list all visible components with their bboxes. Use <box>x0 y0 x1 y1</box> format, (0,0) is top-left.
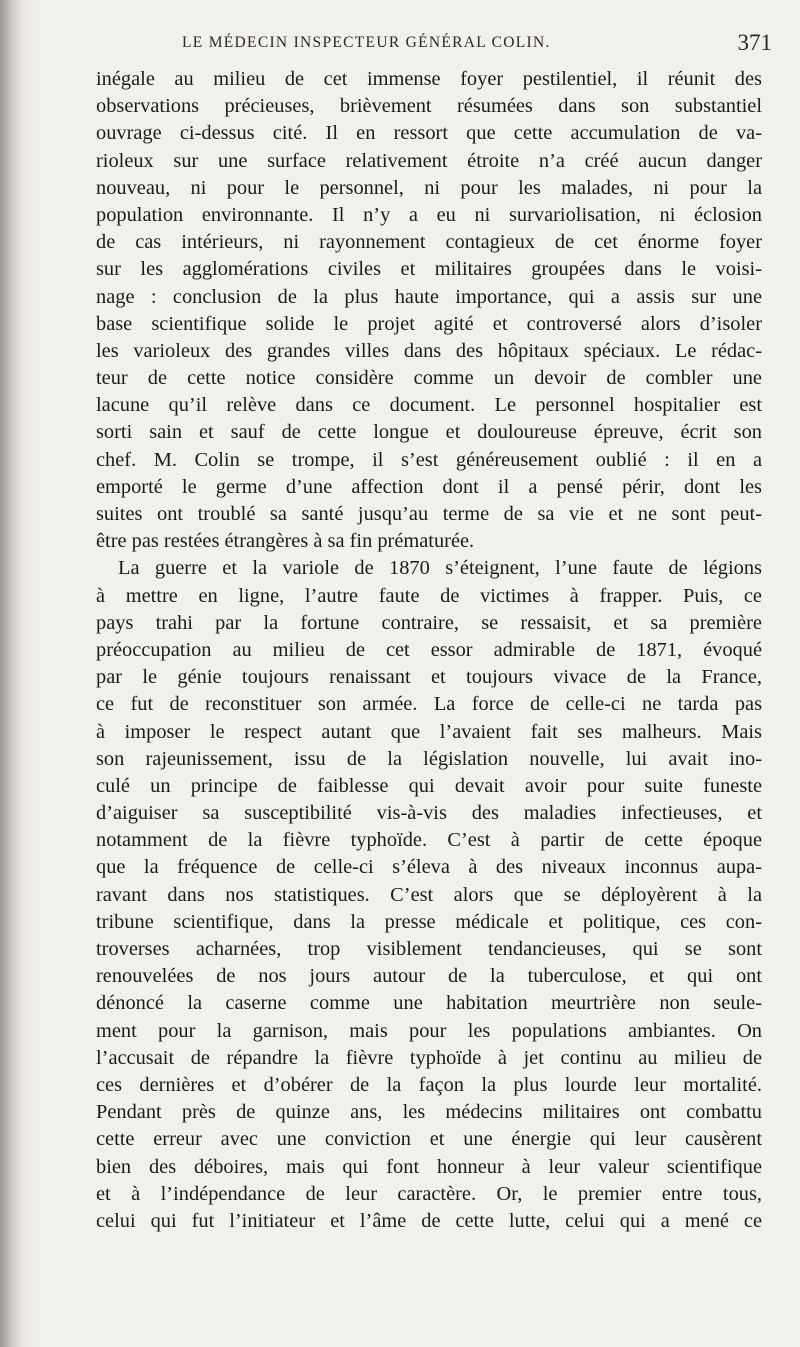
running-title: LE MÉDECIN INSPECTEUR GÉNÉRAL COLIN. <box>182 34 551 51</box>
text-line: observations précieuses, brièvement résumées dans son substantiel <box>96 95 762 118</box>
text-line: tribune scientifique, dans la presse médicale et politique, ces con- <box>96 910 762 933</box>
text-line: sorti sain et sauf de cette longue et douloureuse épreuve, écrit son <box>96 421 762 444</box>
text-line: nouveau, ni pour le personnel, ni pour les malades, ni pour la <box>96 176 762 199</box>
page-header <box>182 30 782 60</box>
text-line: ravant dans nos statistiques. C’est alors que se déployèrent à la <box>96 883 762 906</box>
page-number: 371 <box>737 30 772 55</box>
text-line: renouvelées de nos jours autour de la tuberculose, et qui ont <box>96 965 762 988</box>
text-line: rioleux sur une surface relativement étroite n’a créé aucun danger <box>96 149 762 172</box>
text-line: nage : conclusion de la plus haute importance, qui a assis sur une <box>96 285 762 308</box>
text-line: culé un principe de faiblesse qui devait avoir pour suite funeste <box>96 774 762 797</box>
text-line: que la fréquence de celle-ci s’éleva à des niveaux inconnus aupa- <box>96 856 762 879</box>
text-line: emporté le germe d’une affection dont il a pensé périr, dont les <box>96 475 762 498</box>
text-line: population environnante. Il n’y a eu ni survariolisation, ni éclosion <box>96 203 762 226</box>
text-line: dénoncé la caserne comme une habitation meurtrière non seule- <box>96 992 762 1015</box>
text-line: préoccupation au milieu de cet essor admirable de 1871, évoqué <box>96 638 762 661</box>
body-text <box>96 66 762 1235</box>
text-line: à imposer le respect autant que l’avaient fait ses malheurs. Mais <box>96 720 762 743</box>
text-line: cette erreur avec une conviction et une énergie qui leur causèrent <box>96 1128 762 1151</box>
text-line: ce fut de reconstituer son armée. La force de celle-ci ne tarda pas <box>96 693 762 716</box>
paragraph <box>96 66 762 555</box>
text-line: et à l’indépendance de leur caractère. Or, le premier entre tous, <box>96 1182 762 1205</box>
text-line: Pendant près de quinze ans, les médecins militaires ont combattu <box>96 1101 762 1124</box>
text-line: suites ont troublé sa santé jusqu’au terme de sa vie et ne sont peut- <box>96 503 762 525</box>
page-binding-shadow <box>0 0 22 1347</box>
text-line: chef. M. Colin se trompe, il s’est généreusement oublié : il en a <box>96 448 762 471</box>
text-line: l’accusait de répandre la fièvre typhoïde à jet continu au milieu de <box>96 1046 762 1069</box>
text-line: d’aiguiser sa susceptibilité vis-à-vis des maladies infectieuses, et <box>96 802 762 825</box>
text-line: sur les agglomérations civiles et militaires groupées dans le voisi- <box>96 258 762 281</box>
text-line: lacune qu’il relève dans ce document. Le personnel hospitalier est <box>96 394 762 417</box>
text-line: troverses acharnées, trop visiblement tendancieuses, qui se sont <box>96 938 762 960</box>
text-line: pays trahi par la fortune contraire, se ressaisit, et sa première <box>96 611 762 634</box>
text-line: par le génie toujours renaissant et toujours vivace de la France, <box>96 666 762 689</box>
text-line: de cas intérieurs, ni rayonnement contagieux de cet énorme foyer <box>96 231 762 254</box>
text-line: La guerre et la variole de 1870 s’éteignent, l’une faute de légions <box>118 557 762 580</box>
text-line: bien des déboires, mais qui font honneur à leur valeur scientifique <box>96 1155 762 1178</box>
text-line: ouvrage ci-dessus cité. Il en ressort que cette accumulation de va- <box>96 122 762 145</box>
text-line: inégale au milieu de cet immense foyer pestilentiel, il réunit des <box>96 68 762 90</box>
text-line: celui qui fut l’initiateur et l’âme de cette lutte, celui qui a mené ce <box>96 1209 762 1232</box>
text-line: notamment de la fièvre typhoïde. C’est à partir de cette époque <box>96 829 762 852</box>
text-line: ces dernières et d’obérer de la façon la plus lourde leur mortalité. <box>96 1073 762 1096</box>
text-line: ment pour la garnison, mais pour les populations ambiantes. On <box>96 1019 762 1042</box>
paragraph <box>96 555 762 1235</box>
text-line: être pas restées étrangères à sa fin prématurée. <box>96 530 475 553</box>
text-line: les varioleux des grandes villes dans des hôpitaux spéciaux. Le rédac- <box>96 339 762 362</box>
text-line: son rajeunissement, issu de la législation nouvelle, lui avait ino- <box>96 747 762 770</box>
text-line: teur de cette notice considère comme un devoir de combler une <box>96 367 762 390</box>
text-line: base scientifique solide le projet agité et controversé alors d’isoler <box>96 312 762 335</box>
text-line: à mettre en ligne, l’autre faute de victimes à frapper. Puis, ce <box>96 584 762 607</box>
